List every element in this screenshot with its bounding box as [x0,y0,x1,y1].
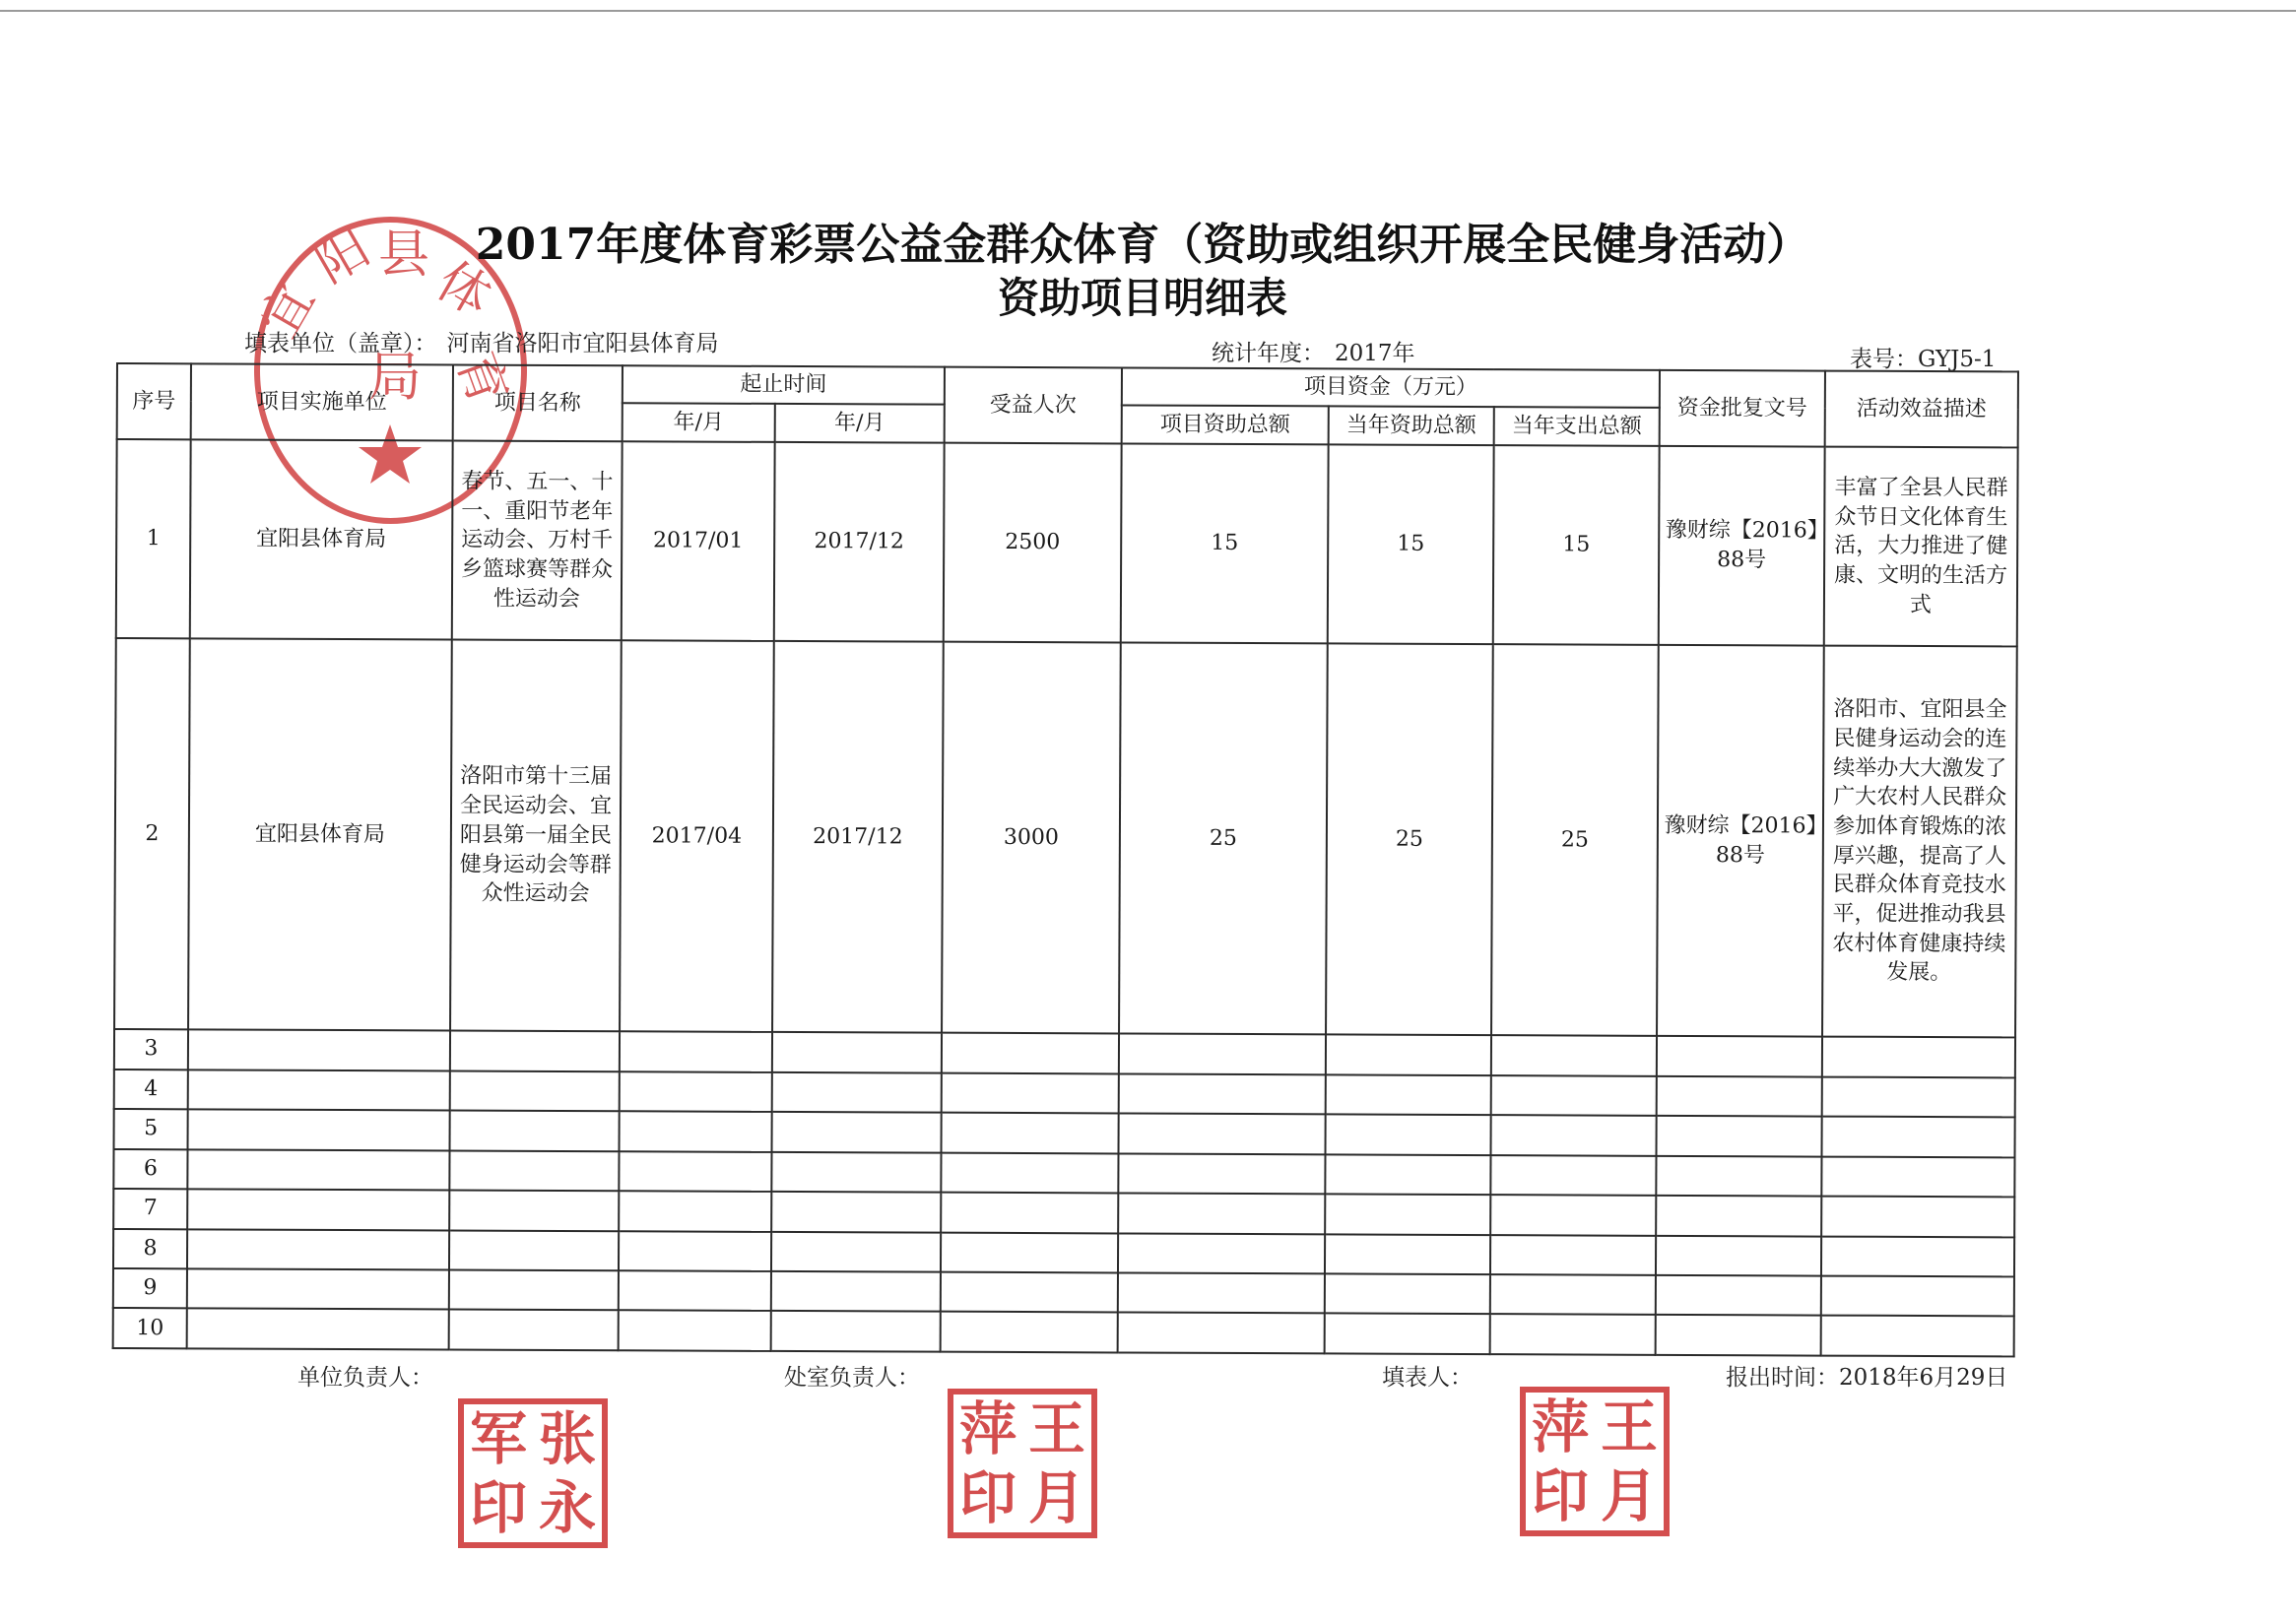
empty-cell [941,1193,1118,1233]
empty-cell [1118,1313,1325,1353]
document-title: 2017年度体育彩票公益金群众体育（资助或组织开展全民健身活动） [475,220,1810,270]
empty-cell [1326,1034,1491,1074]
header-beneficiaries: 受益人次 [945,367,1122,444]
empty-cell [619,1270,771,1311]
seal-2-char-3: 月 [1027,1464,1085,1531]
cell-seq: 8 [113,1228,187,1268]
report-time: 报出时间：2018年6月29日 [1726,1365,2008,1391]
round-seal-char-1: 阳 [305,218,380,295]
seal-2-char-2: 印 [958,1464,1017,1531]
empty-cell [1325,1194,1490,1234]
empty-cell [620,1111,772,1151]
seal-3-char-2: 印 [1531,1462,1589,1529]
empty-cell [1326,1114,1491,1154]
empty-cell [941,1272,1118,1313]
personal-seal-1 [458,1398,608,1548]
header-total-funding: 项目资助总额 [1122,406,1329,444]
empty-cell [1325,1314,1490,1354]
empty-cell [619,1231,771,1271]
header-description: 活动效益描述 [1825,371,2018,448]
office-head-label: 处室负责人： [784,1365,920,1391]
empty-cell [449,1310,619,1350]
header-name: 项目名称 [453,364,623,441]
empty-cell [1821,1236,2014,1276]
cell-approval [1657,645,1824,1036]
cell-name-text: 洛阳市第十三届全民运动会、宜阳县第一届全民健身运动会等群众性运动会 [459,764,613,907]
empty-cell [449,1230,619,1270]
empty-cell [449,1150,619,1191]
empty-cell [619,1191,771,1231]
scan-edge-line [0,10,2296,12]
empty-cell [450,1111,620,1151]
empty-cell [187,1309,449,1350]
unit-head-label: 单位负责人： [297,1365,433,1391]
cell-seq: 1 [116,439,191,639]
cell-description [1824,446,2018,646]
empty-cell [1490,1315,1656,1355]
form-number [1850,341,1996,373]
cell-name-text: 春节、五一、十一、重阳节老年运动会、万村千乡篮球赛等群众性运动会 [461,469,614,612]
stat-year [1212,335,1415,367]
empty-cell [187,1149,449,1191]
filler-label: 填表人： [1382,1365,1473,1391]
seal-1-char-2: 印 [469,1474,527,1541]
header-seq: 序号 [117,363,191,439]
empty-cell [1656,1155,1821,1196]
seal-2-char-1: 王 [1027,1395,1085,1462]
empty-cell [1118,1272,1325,1313]
cell-name [450,640,622,1031]
cell-year-spending: 15 [1493,445,1660,645]
empty-cell [1490,1195,1656,1235]
empty-cell [941,1232,1118,1272]
empty-cell [1490,1155,1656,1196]
cell-approval-text: 豫财综【2016】88号 [1665,518,1818,573]
empty-cell [1822,1117,2015,1157]
empty-cell [771,1311,941,1351]
empty-cell [449,1269,619,1310]
empty-cell [1657,1036,1822,1076]
cell-seq: 9 [113,1268,187,1309]
personal-seal-3 [1520,1387,1670,1536]
empty-cell [1656,1235,1821,1275]
empty-cell [187,1229,449,1270]
empty-cell [771,1151,941,1192]
cell-unit: 宜阳县体育局 [188,639,452,1031]
header-ym-start: 年/月 [623,404,775,442]
empty-cell [188,1109,450,1150]
empty-cell [941,1152,1118,1193]
cell-seq: 4 [114,1070,188,1110]
empty-cell [1118,1153,1325,1194]
header-year-spending: 当年支出总额 [1494,408,1660,446]
header-unit: 项目实施单位 [191,363,453,440]
empty-cell [771,1271,941,1312]
personal-seal-2 [948,1389,1097,1538]
empty-cell [1656,1275,1821,1316]
cell-start: 2017/04 [620,641,774,1032]
empty-cell [1491,1035,1657,1075]
empty-cell [619,1151,771,1192]
empty-cell [1325,1154,1490,1195]
cell-total-funding: 15 [1121,443,1329,643]
empty-cell [1491,1115,1657,1155]
empty-cell [1821,1197,2014,1237]
filler-unit-value: 河南省洛阳市宜阳县体育局 [446,331,719,357]
empty-cell [1656,1315,1821,1355]
cell-beneficiaries: 3000 [942,642,1121,1034]
funding-detail-table [112,362,2019,1357]
cell-end: 2017/12 [772,641,944,1032]
empty-cell [1326,1074,1491,1115]
header-year-funding: 当年资助总额 [1329,407,1494,445]
round-seal-char-5: 局 [368,346,422,408]
filler-unit [244,325,719,357]
round-seal-char-3: 体 [426,251,501,329]
cell-seq: 3 [114,1029,188,1070]
empty-cell [942,1113,1119,1153]
seal-1-char-0: 军 [469,1405,527,1472]
seal-1-char-1: 张 [538,1405,596,1472]
empty-cell [188,1070,450,1111]
table-row [113,1308,2014,1356]
empty-cell [1325,1234,1490,1274]
empty-cell [1119,1034,1326,1074]
cell-total-funding: 25 [1119,643,1328,1035]
cell-description-text: 丰富了全县人民群众节日文化体育生活，大力推进了健康、文明的生活方式 [1834,475,2008,617]
seal-3-char-1: 王 [1600,1394,1658,1460]
empty-cell [187,1268,449,1310]
empty-cell [1821,1156,2014,1197]
empty-cell [772,1112,942,1152]
stat-year-value: 2017年 [1335,341,1415,366]
header-ym-end: 年/月 [775,404,945,442]
empty-cell [1118,1193,1325,1233]
empty-cell [1325,1273,1490,1314]
empty-cell [619,1311,771,1351]
empty-cell [771,1192,941,1232]
empty-cell [1822,1076,2015,1117]
round-seal-char-4: 育 [444,344,518,414]
cell-seq: 5 [114,1109,188,1149]
empty-cell [450,1031,620,1071]
empty-cell [772,1071,942,1112]
empty-cell [620,1031,772,1071]
empty-cell [450,1070,620,1111]
seal-3-char-0: 萍 [1531,1394,1589,1460]
cell-approval [1659,446,1825,646]
empty-cell [1656,1196,1821,1236]
empty-cell [942,1072,1119,1113]
header-approval: 资金批复文号 [1660,370,1825,447]
empty-cell [1490,1235,1656,1275]
header-funds: 项目资金（万元） [1122,367,1660,408]
cell-beneficiaries: 2500 [944,443,1122,643]
table-row [116,439,2018,647]
document-subtitle: 资助项目明细表 [997,274,1287,322]
form-number-label: 表号： [1850,347,1918,372]
empty-cell [188,1029,450,1070]
empty-cell [771,1231,941,1271]
cell-seq: 2 [114,638,190,1029]
empty-cell [772,1032,942,1072]
cell-description-text: 洛阳市、宜阳县全民健身运动会的连续举办大大激发了广大农村人民群众参加体育锻炼的浓厚兴趣，提高了人民群众体育竞技水平，促进推动我县农村体育健康持续发展。 [1832,696,2007,986]
empty-cell [1490,1274,1656,1315]
cell-end: 2017/12 [774,442,945,642]
cell-year-spending: 25 [1491,644,1659,1035]
cell-approval-text: 豫财综【2016】88号 [1664,812,1817,869]
cell-start: 2017/01 [622,441,775,641]
table-row [114,638,2017,1037]
filler-unit-label: 填表单位（盖章）： [244,331,437,357]
cell-seq: 6 [113,1149,187,1190]
empty-cell [620,1071,772,1112]
empty-cell [1119,1073,1326,1114]
cell-year-funding: 25 [1326,644,1493,1035]
seal-2-char-0: 萍 [958,1395,1017,1462]
round-seal-char-0: 宜 [249,273,327,348]
empty-cell [1821,1316,2014,1356]
cell-seq: 7 [113,1189,187,1229]
round-seal-char-2: 县 [378,226,430,285]
empty-cell [1119,1113,1326,1153]
empty-cell [941,1312,1118,1352]
header-period: 起止时间 [623,365,945,405]
stat-year-label: 统计年度： [1212,341,1325,366]
cell-year-funding: 15 [1328,444,1494,644]
empty-cell [1657,1116,1822,1156]
empty-cell [1491,1075,1657,1116]
empty-cell [1657,1075,1822,1116]
cell-description [1822,646,2017,1038]
empty-cell [449,1190,619,1230]
header-row-1 [117,363,2018,410]
empty-cell [1118,1233,1325,1273]
cell-unit: 宜阳县体育局 [190,439,453,640]
cell-seq: 10 [113,1308,187,1348]
empty-cell [942,1033,1119,1073]
empty-cell [1821,1276,2014,1317]
form-number-value: GYJ5-1 [1918,347,1997,372]
empty-cell [1822,1037,2015,1077]
seal-1-char-3: 永 [538,1474,596,1541]
cell-name [452,440,623,640]
empty-cell [187,1189,449,1230]
seal-3-char-3: 月 [1600,1462,1658,1529]
